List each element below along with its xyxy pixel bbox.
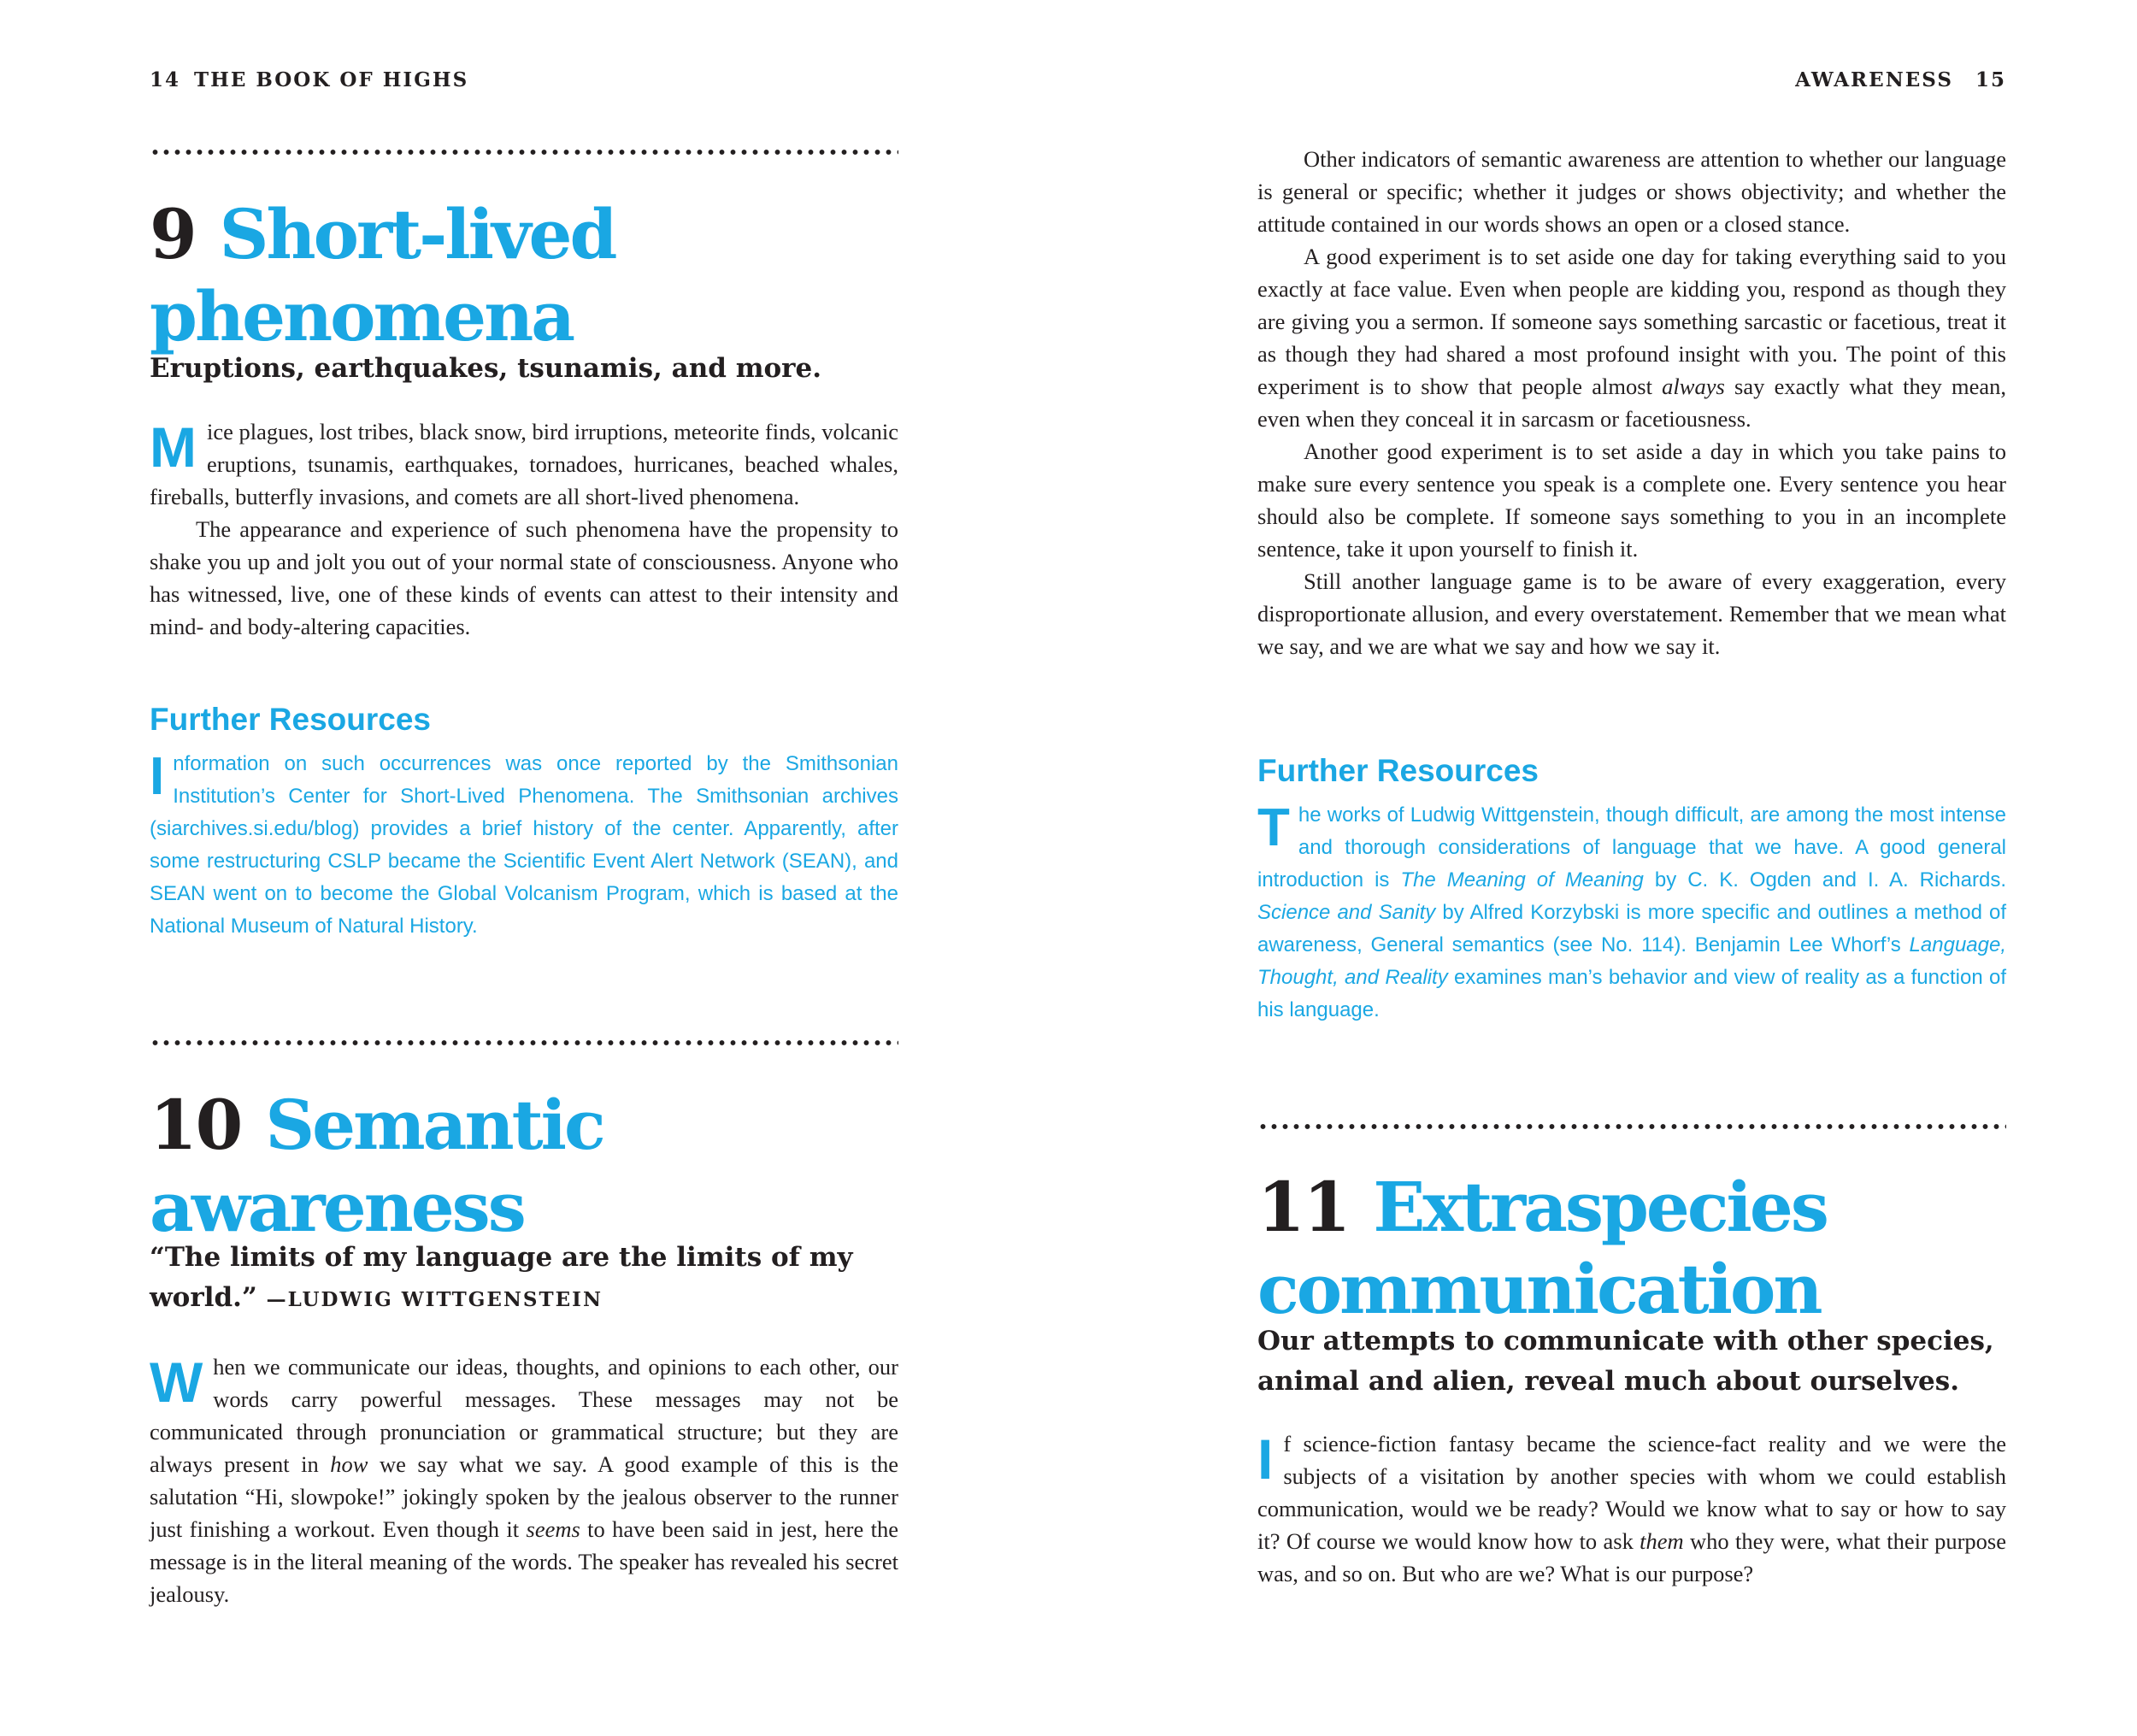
drop-cap: W bbox=[150, 1351, 203, 1414]
emphasis: them bbox=[1640, 1528, 1684, 1554]
running-head-left bbox=[150, 68, 898, 91]
entry-body bbox=[150, 415, 898, 643]
further-resources-heading: Further Resources bbox=[150, 702, 431, 737]
body-paragraph: ice plagues, lost tribes, black snow, bird irruptions, meteorite finds, volcanic eruptions, tsunamis, earthquakes, tornadoes, hurricanes, beached whales, fireballs, butterfly invasions, and comets are all short-lived phenomena. bbox=[150, 419, 898, 509]
epigraph-quote: “The limits of my language are the limits of my world.” bbox=[150, 1242, 853, 1313]
epigraph-attribution: —LUDWIG WITTGENSTEIN bbox=[266, 1288, 603, 1311]
dotted-divider bbox=[1257, 1123, 2006, 1130]
drop-cap: T bbox=[1257, 798, 1290, 857]
entry-subtitle: Eruptions, earthquakes, tsunamis, and more. bbox=[150, 353, 822, 384]
entry-body bbox=[150, 1351, 898, 1610]
body-paragraph: Other indicators of semantic awareness are attention to whether our language is general or specific; whether it judges or shows objectivity; and whether the attitude contained in our words shows an open or a closed stance. bbox=[1257, 146, 2006, 237]
further-resources-heading: Further Resources bbox=[1257, 753, 1539, 788]
entry-title-line2: phenomena bbox=[150, 276, 574, 356]
body-paragraph: Another good experiment is to set aside a day in which you take pains to make sure every sentence you speak is a complete one. Every sentence you hear should also be complete. If someone says something to you in an incomplete sentence, take it upon yourself to finish it. bbox=[1257, 438, 2006, 562]
running-head-right bbox=[1257, 68, 2006, 91]
dotted-divider bbox=[150, 1039, 898, 1046]
entry-epigraph bbox=[150, 1238, 898, 1320]
book-title: Science and Sanity bbox=[1257, 901, 1436, 924]
body-text: hen we communicate our ideas, thoughts, and opinions to each other, our words carry powerful messages. These messages may not be communicated through pronunciation or grammatical structure; but they are always present in bbox=[150, 1354, 898, 1477]
entry-subtitle: Our attempts to communicate with other species, animal and alien, reveal much about ourselves. bbox=[1257, 1326, 1994, 1397]
body-paragraph: Still another language game is to be aware of every exaggeration, every disproportionate allusion, and every overstatement. Remember that we mean what we say, and we are what we say and how we say it. bbox=[1257, 568, 2006, 659]
resources-paragraph: nformation on such occurrences was once reported by the Smithsonian Institution’s Center for Short-Lived Phenomena. The Smithsonian archives (siarchives.si.edu/blog) provides a brief history of the center. Apparently, after some restructuring CSLP became the Scientific Event Alert Network (SEAN), and SEAN went on to become the Global Volcanism Program, which is based at the National Museum of Natural History. bbox=[150, 752, 898, 938]
drop-cap: M bbox=[150, 415, 197, 479]
book-title: The Meaning of Meaning bbox=[1400, 868, 1644, 892]
resources-text: by C. K. Ogden and I. A. Richards. bbox=[1643, 868, 2007, 892]
running-title: AWARENESS bbox=[1795, 68, 1953, 91]
page-number: 15 bbox=[1975, 68, 2006, 91]
resources-text: he works of Ludwig Wittgenstein, though difficult, are among the most intense and thorough considerations of language that we have. A good general introduction is bbox=[1257, 803, 2006, 892]
resources-text: examines man’s behavior and view of reality as a function of his language. bbox=[1257, 966, 2006, 1021]
body-text: A good experiment is to set aside one day for taking everything said to you exactly at face value. Even when people are kidding you, respond as though they are giving you a sermon. If someone says something sarcastic or facetious, treat it as though they had shared a most profound insight with you. The point of this experiment is to show that people almost bbox=[1257, 244, 2006, 399]
entry-number: 11 bbox=[1257, 1167, 1350, 1247]
running-title: THE BOOK OF HIGHS bbox=[194, 68, 469, 91]
body-text: we say what we say. A good example of this is the salutation “Hi, slowpoke!” jokingly spoken by the jealous observer to the runner just finishing a workout. Even though it bbox=[150, 1451, 898, 1542]
entry-body-continued bbox=[1257, 143, 2006, 662]
drop-cap: I bbox=[1257, 1427, 1274, 1491]
entry-body bbox=[1257, 1427, 2006, 1590]
body-text: who they were, what their purpose was, and so on. But who are we? What is our purpose? bbox=[1257, 1528, 2006, 1586]
resources-text: by Alfred Korzybski is more specific and outlines a method of awareness, General semantics (see No. 114). Benjamin Lee Whorf’s bbox=[1257, 901, 2007, 956]
left-page bbox=[150, 0, 898, 1736]
body-text: say exactly what they mean, even when they conceal it in sarcasm or facetiousness. bbox=[1257, 374, 2006, 432]
entry-title-line2: awareness bbox=[150, 1167, 524, 1247]
entry-title bbox=[1257, 1166, 2006, 1330]
page-number: 14 bbox=[150, 68, 181, 91]
further-resources-text bbox=[1257, 799, 2006, 1027]
book-title: Language, Thought, and Reality bbox=[1257, 933, 2006, 989]
entry-title-line1: Semantic bbox=[265, 1085, 603, 1165]
entry-title-line1: Short-lived bbox=[219, 194, 615, 274]
entry-title bbox=[150, 193, 898, 357]
entry-title-line2: communication bbox=[1257, 1249, 1821, 1329]
drop-cap: I bbox=[150, 747, 165, 806]
body-text: f science-fiction fantasy became the science-fact reality and we were the subjects of a visitation by another species with whom we could establish communication, would we be ready? Would we know what to say or how to say it? Of course we would know how to ask bbox=[1257, 1431, 2006, 1554]
entry-number: 9 bbox=[150, 194, 196, 274]
body-text: to have been said in jest, here the message is in the literal meaning of the words. The speaker has revealed his secret jealousy. bbox=[150, 1516, 898, 1607]
entry-number: 10 bbox=[150, 1085, 242, 1165]
body-paragraph: The appearance and experience of such phenomena have the propensity to shake you up and jolt you out of your normal state of consciousness. Anyone who has witnessed, live, one of these kinds of events can attest to their intensity and mind- and body-altering capacities. bbox=[150, 516, 898, 639]
body-paragraph bbox=[1257, 240, 2006, 435]
emphasis: always bbox=[1662, 374, 1725, 399]
right-page bbox=[1257, 0, 2006, 1736]
entry-title-line1: Extraspecies bbox=[1373, 1167, 1827, 1247]
emphasis: seems bbox=[526, 1516, 580, 1542]
emphasis: how bbox=[330, 1451, 368, 1477]
dotted-divider bbox=[150, 149, 898, 156]
further-resources-text bbox=[150, 748, 898, 943]
entry-title bbox=[150, 1084, 898, 1248]
